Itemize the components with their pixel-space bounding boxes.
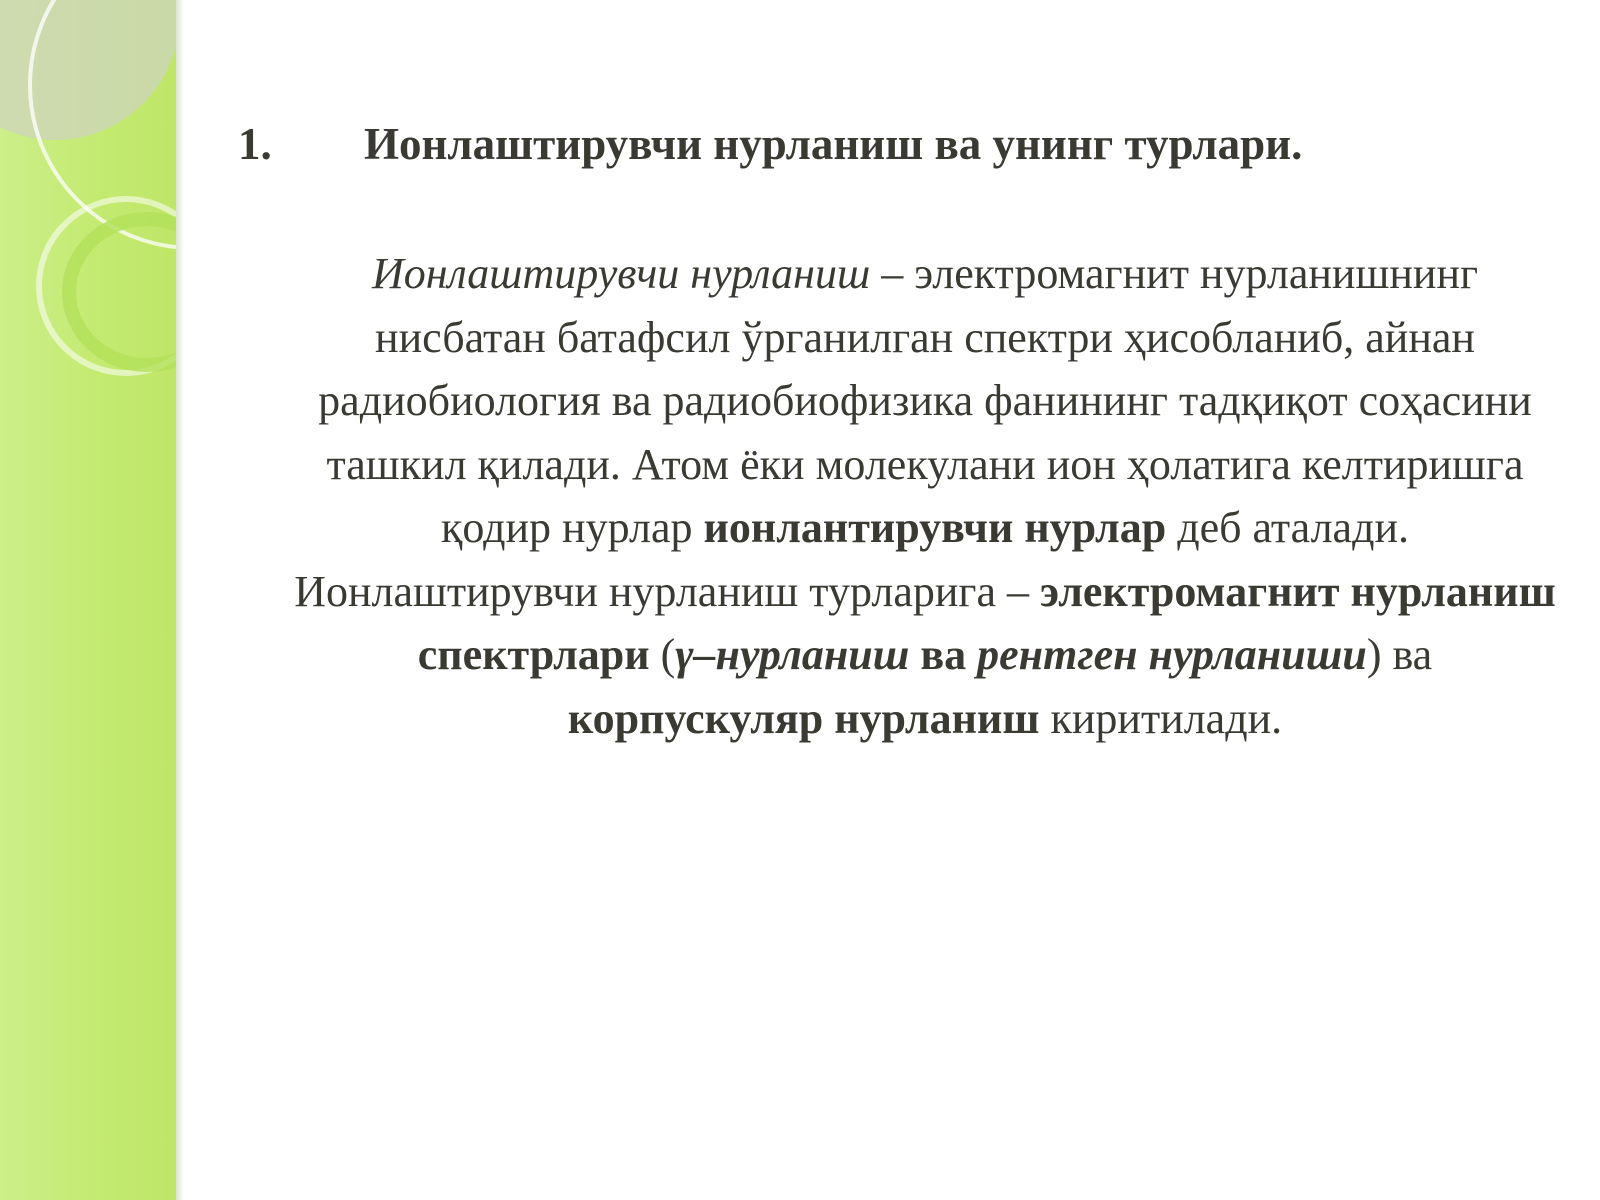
types-corpuscular: корпускуляр нурланиш [567, 693, 1040, 743]
types-gamma: γ–нурланиш [675, 630, 910, 679]
definition-paragraph [290, 242, 1560, 560]
decorative-side-band [0, 0, 176, 1200]
types-lead: Ионлаштирувчи нурланиш турларига – [294, 566, 1040, 616]
side-band-shadow [176, 0, 184, 1200]
types-paragraph [290, 560, 1560, 751]
definition-lead: – электромагнит нурланишнинг нисбатан батафсил ўрганилган спектри ҳисобланиб, айнан радиобиология ва радиобиофизика фанининг тадқиқот соҳасини ташкил қилади. Атом ёки молекулани ион ҳолатига келтиришга қодир нурлар [318, 249, 1532, 552]
types-xray: рентген нурланиши [977, 630, 1367, 679]
types-close-paren: ) ва [1366, 630, 1433, 679]
types-em-spectra: электромагнит нурланиш спектрлари [417, 566, 1556, 679]
types-open-paren: ( [649, 630, 676, 679]
definition-tail: деб аталади. [1166, 503, 1410, 552]
heading-number: 1. [238, 119, 272, 169]
definition-bold-term: ионлантирувчи нурлар [703, 503, 1167, 552]
types-tail: киритилади. [1039, 693, 1283, 743]
definition-term: Ионлаштирувчи нурланиш [371, 249, 871, 298]
slide-body [290, 242, 1560, 750]
slide-heading [238, 118, 1538, 170]
heading-title: Ионлаштирувчи нурланиш ва унинг турлари. [364, 119, 1303, 169]
types-and-bold: ва [909, 630, 978, 679]
